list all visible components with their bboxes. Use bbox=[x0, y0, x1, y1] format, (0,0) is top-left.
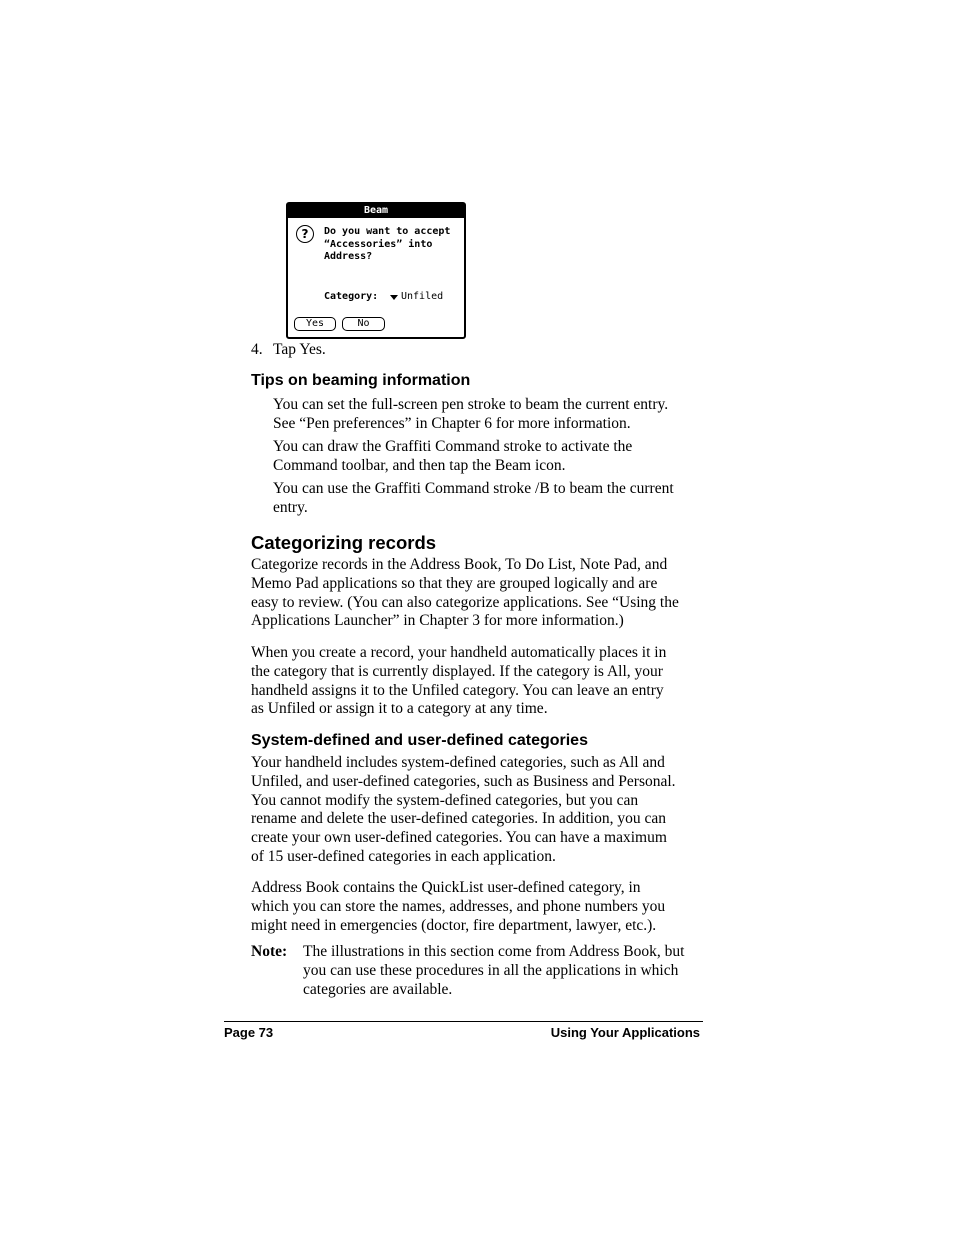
question-icon: ? bbox=[296, 225, 314, 243]
dialog-message-line: Do you want to accept bbox=[324, 226, 451, 237]
no-button[interactable]: No bbox=[342, 317, 385, 331]
text-line: of 15 user-defined categories in each application. bbox=[251, 847, 556, 865]
yes-button[interactable]: Yes bbox=[294, 317, 336, 331]
text-line: Command toolbar, and then tap the Beam icon. bbox=[273, 456, 566, 474]
text-line: Your handheld includes system-defined categories, such as All and bbox=[251, 754, 665, 771]
category-select[interactable]: Unfiled bbox=[401, 291, 444, 302]
paragraph bbox=[251, 556, 679, 631]
paragraph bbox=[251, 754, 676, 867]
tips-heading: Tips on beaming information bbox=[251, 372, 471, 389]
note-label: Note: bbox=[251, 943, 288, 960]
text-line: create your own user-defined categories. You can have a maximum bbox=[251, 829, 667, 847]
tip-item bbox=[273, 396, 668, 434]
paragraph bbox=[251, 644, 666, 719]
footer-rule bbox=[224, 1021, 703, 1022]
step-number: 4. bbox=[251, 341, 263, 358]
tip-item bbox=[273, 438, 632, 476]
text-line: which you can store the names, addresses, and phone numbers you bbox=[251, 897, 666, 915]
note-text bbox=[303, 943, 684, 999]
step-text: Tap Yes. bbox=[273, 341, 326, 358]
text-line: Address Book contains the QuickList user-defined category, in bbox=[251, 879, 641, 896]
text-line: categories are available. bbox=[303, 980, 453, 998]
text-line: easy to review. (You can also categorize applications. See “Using the bbox=[251, 593, 679, 611]
text-line: Memo Pad applications so that they are grouped logically and are bbox=[251, 574, 658, 592]
text-line: the category that is currently displayed. If the category is All, your bbox=[251, 662, 663, 680]
text-line: The illustrations in this section come from Address Book, but bbox=[303, 943, 685, 960]
dialog-message-line: “Accessories” into bbox=[324, 238, 433, 250]
category-dropdown-icon[interactable] bbox=[390, 295, 398, 300]
text-line: as Unfiled or assign it to a category at any time. bbox=[251, 700, 548, 718]
text-line: You cannot modify the system-defined categories, but you can bbox=[251, 791, 639, 809]
dialog-message-line: Address? bbox=[324, 251, 373, 262]
text-line: you can use these procedures in all the applications in which bbox=[303, 961, 679, 979]
beam-dialog bbox=[286, 202, 466, 339]
dialog-title: Beam bbox=[288, 204, 464, 218]
text-line: You can set the full-screen pen stroke to beam the current entry. bbox=[273, 396, 669, 413]
section-title: Using Your Applications bbox=[550, 1025, 700, 1040]
system-defined-heading: System-defined and user-defined categories bbox=[251, 732, 588, 749]
paragraph bbox=[251, 879, 665, 935]
text-line: Unfiled, and user-defined categories, such as Business and Personal. bbox=[251, 772, 676, 790]
tip-item bbox=[273, 480, 674, 518]
text-line: handheld assigns it to the Unfiled category. You can leave an entry bbox=[251, 681, 664, 699]
text-line: Applications Launcher” in Chapter 3 for more information.) bbox=[251, 612, 624, 630]
text-line: might need in emergencies (doctor, fire department, lawyer, etc.). bbox=[251, 916, 657, 934]
category-label: Category: bbox=[324, 291, 379, 302]
page-number: Page 73 bbox=[224, 1025, 274, 1040]
text-line: You can draw the Graffiti Command stroke to activate the bbox=[273, 438, 633, 455]
text-line: Categorize records in the Address Book, To Do List, Note Pad, and bbox=[251, 556, 668, 573]
text-line: You can use the Graffiti Command stroke /B to beam the current bbox=[273, 480, 674, 497]
text-line: entry. bbox=[273, 498, 308, 516]
text-line: rename and delete the user-defined categories. In addition, you can bbox=[251, 810, 666, 828]
dialog-message bbox=[324, 226, 462, 264]
text-line: When you create a record, your handheld automatically places it in bbox=[251, 644, 667, 661]
categorizing-heading: Categorizing records bbox=[251, 532, 437, 553]
text-line: See “Pen preferences” in Chapter 6 for more information. bbox=[273, 414, 631, 432]
